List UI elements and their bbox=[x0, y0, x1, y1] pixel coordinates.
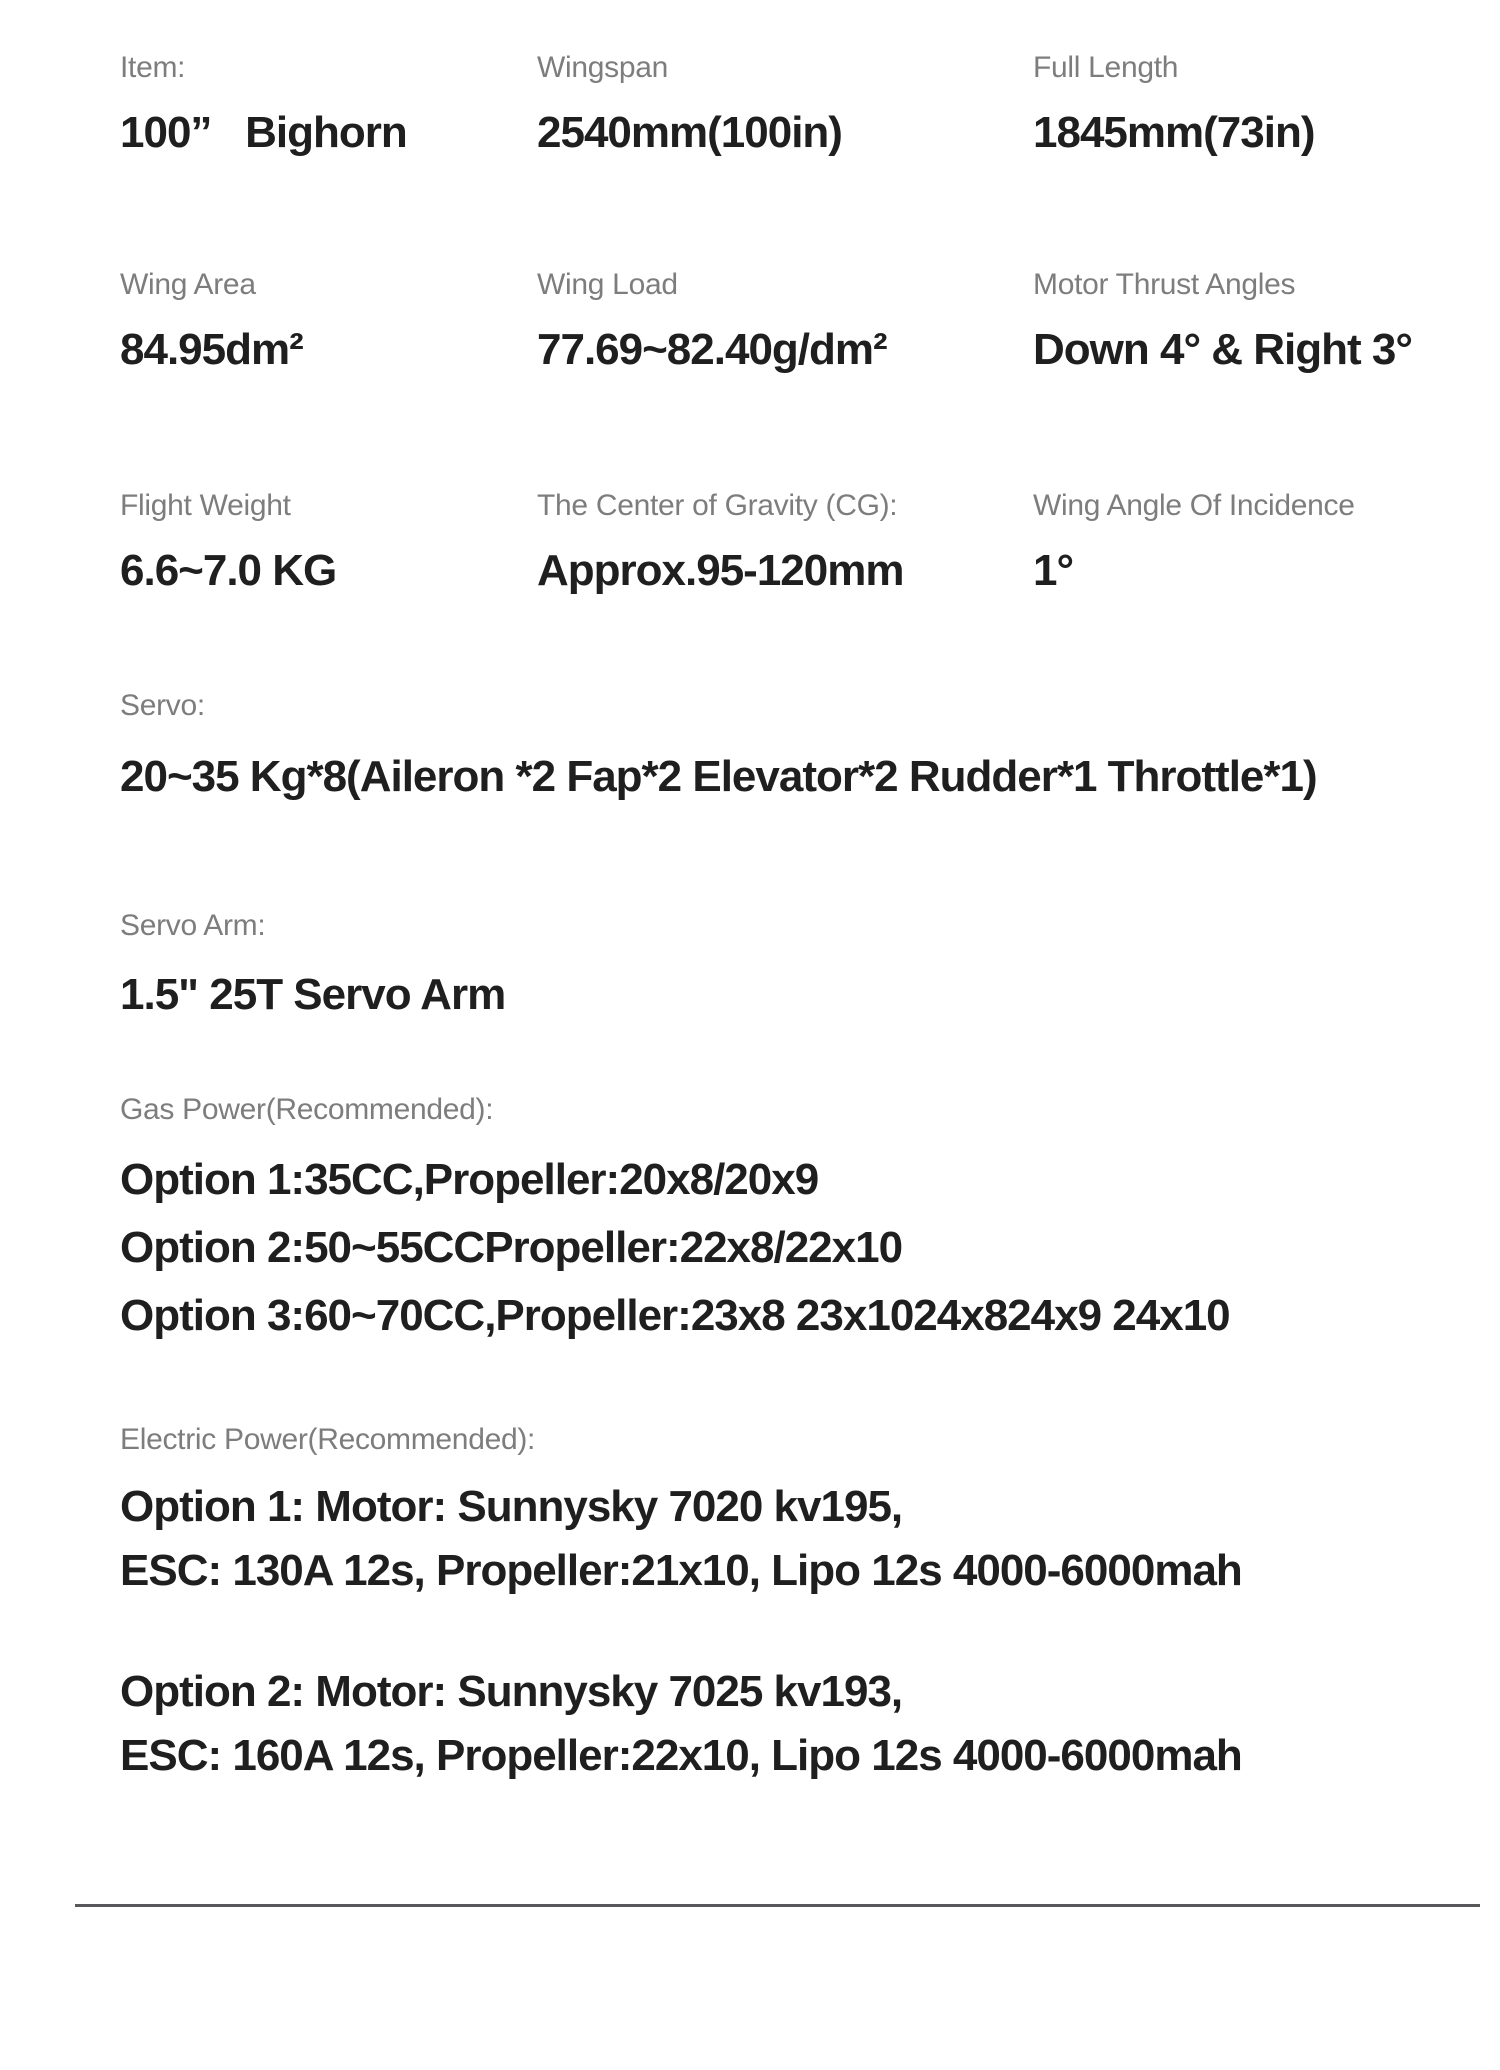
servo-arm-value: 1.5" 25T Servo Arm bbox=[120, 970, 506, 1019]
motor-thrust-angles-value: Down 4° & Right 3° bbox=[1033, 325, 1412, 374]
servo-arm-label: Servo Arm: bbox=[120, 909, 266, 942]
gas-power-option-1: Option 1:35CC,Propeller:20x8/20x9 bbox=[120, 1155, 819, 1204]
spec-item bbox=[120, 48, 537, 162]
wing-angle-of-incidence-label: Wing Angle Of Incidence bbox=[1033, 489, 1355, 522]
wing-load-value: 77.69~82.40g/dm² bbox=[537, 325, 887, 374]
bottom-divider bbox=[75, 1904, 1480, 1907]
servo-section bbox=[120, 686, 1460, 806]
wingspan-label: Wingspan bbox=[537, 51, 669, 84]
motor-thrust-angles-label: Motor Thrust Angles bbox=[1033, 268, 1296, 301]
gas-power-section bbox=[120, 1090, 1460, 1350]
gas-power-option-3: Option 3:60~70CC,Propeller:23x8 23x1024x824x9 24x10 bbox=[120, 1291, 1230, 1340]
wingspan-value: 2540mm(100in) bbox=[537, 108, 842, 157]
gas-power-label: Gas Power(Recommended): bbox=[120, 1093, 494, 1126]
wing-area-value: 84.95dm² bbox=[120, 325, 303, 374]
center-of-gravity-label: The Center of Gravity (CG): bbox=[537, 489, 898, 522]
wing-area-label: Wing Area bbox=[120, 268, 256, 301]
flight-weight-value: 6.6~7.0 KG bbox=[120, 546, 337, 595]
electric-option-2-motor: Option 2: Motor: Sunnysky 7025 kv193, bbox=[120, 1667, 903, 1716]
center-of-gravity-value: Approx.95-120mm bbox=[537, 546, 904, 595]
spec-motor-thrust-angles bbox=[1033, 265, 1460, 379]
wing-load-label: Wing Load bbox=[537, 268, 678, 301]
servo-label: Servo: bbox=[120, 689, 205, 722]
full-length-label: Full Length bbox=[1033, 51, 1179, 84]
item-label: Item: bbox=[120, 51, 186, 84]
electric-power-option-2 bbox=[120, 1660, 1460, 1788]
full-length-value: 1845mm(73in) bbox=[1033, 108, 1315, 157]
spec-row-wing bbox=[120, 265, 1460, 379]
servo-arm-section bbox=[120, 906, 1460, 1024]
gas-power-options bbox=[120, 1146, 1460, 1350]
spec-full-length bbox=[1033, 48, 1460, 162]
spec-wing-area bbox=[120, 265, 537, 379]
electric-option-1-esc: ESC: 130A 12s, Propeller:21x10, Lipo 12s 4000-6000mah bbox=[120, 1546, 1242, 1595]
item-value: 100” Bighorn bbox=[120, 108, 407, 157]
flight-weight-label: Flight Weight bbox=[120, 489, 291, 522]
servo-value: 20~35 Kg*8(Aileron *2 Fap*2 Elevator*2 Rudder*1 Throttle*1) bbox=[120, 752, 1317, 801]
spec-row-dimensions bbox=[120, 0, 1460, 162]
electric-power-section bbox=[120, 1420, 1460, 1788]
electric-option-1-motor: Option 1: Motor: Sunnysky 7020 kv195, bbox=[120, 1482, 903, 1531]
spec-wing-angle-of-incidence bbox=[1033, 486, 1460, 600]
gas-power-option-2: Option 2:50~55CCPropeller:22x8/22x10 bbox=[120, 1223, 903, 1272]
spec-center-of-gravity bbox=[537, 486, 1033, 600]
electric-option-2-esc: ESC: 160A 12s, Propeller:22x10, Lipo 12s 4000-6000mah bbox=[120, 1731, 1242, 1780]
spec-wingspan bbox=[537, 48, 1033, 162]
electric-power-label: Electric Power(Recommended): bbox=[120, 1423, 536, 1456]
wing-angle-of-incidence-value: 1° bbox=[1033, 546, 1074, 595]
electric-power-option-1 bbox=[120, 1475, 1460, 1603]
spec-row-weight-cg bbox=[120, 486, 1460, 600]
spec-wing-load bbox=[537, 265, 1033, 379]
spec-flight-weight bbox=[120, 486, 537, 600]
